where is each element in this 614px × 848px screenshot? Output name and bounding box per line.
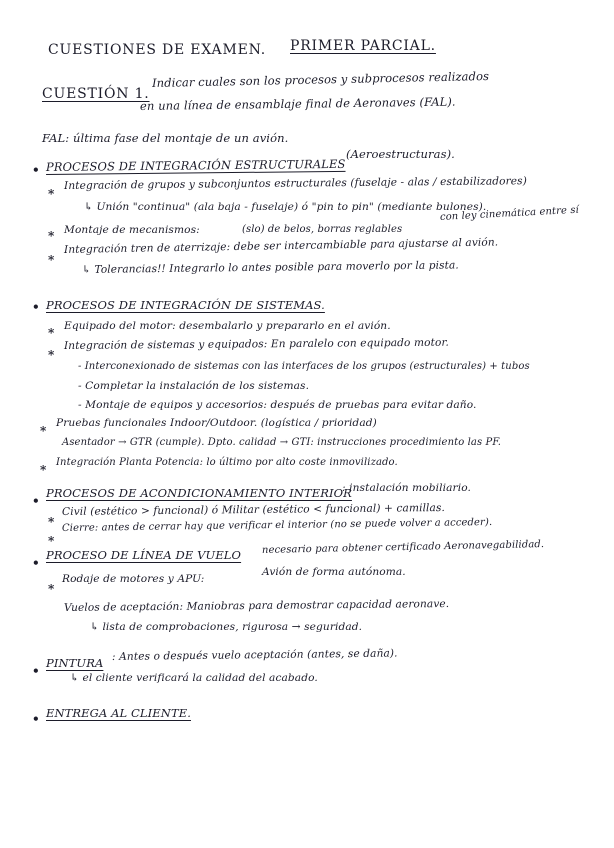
flight-line-1: Rodaje de motores y APU:	[62, 573, 205, 585]
question-label: CUESTIÓN 1.	[42, 86, 150, 102]
flight-note-top: necesario para obtener certificado Aeronavegabilidad.	[261, 539, 545, 556]
interior-heading-note: : instalación mobiliario.	[342, 482, 471, 494]
bullet-dot: •	[32, 494, 40, 508]
systems-heading: PROCESOS DE INTEGRACIÓN DE SISTEMAS.	[46, 298, 325, 312]
paint-line-1: : Antes o después vuelo aceptación (antes, se daña).	[111, 647, 398, 663]
systems-line-2: Integración de sistemas y equipados: En paralelo con equipado motor.	[63, 336, 449, 352]
bullet-star: *	[48, 229, 55, 243]
page-title-right: PRIMER PARCIAL.	[290, 38, 436, 54]
fal-definition: FAL: última fase del montaje de un avión.	[42, 131, 289, 145]
systems-line-3: - Interconexionado de sistemas con las interfaces de los grupos (estructurales) + tubos	[78, 361, 530, 372]
delivery-heading: ENTREGA AL CLIENTE.	[46, 706, 191, 720]
structural-heading-note: (Aeroestructuras).	[346, 147, 455, 161]
bullet-star: *	[48, 253, 55, 267]
structural-line-2: ↳ Unión "continua" (ala baja - fuselaje) ó "pin to pin" (mediante bulones).	[84, 201, 487, 213]
flight-line-2: Vuelos de aceptación: Maniobras para demostrar capacidad aeronave.	[63, 597, 450, 614]
question-text-line1: Indicar cuales son los procesos y subprocesos realizados	[151, 68, 490, 90]
structural-heading: PROCESOS DE INTEGRACIÓN ESTRUCTURALES	[45, 156, 346, 174]
bullet-star: *	[48, 187, 55, 201]
structural-line-3a: Montaje de mecanismos:	[64, 224, 200, 236]
paint-heading: PINTURA	[46, 656, 104, 670]
interior-line-1: Civil (estético > funcional) ó Militar (estético < funcional) + camillas.	[61, 501, 446, 518]
bullet-dot: •	[32, 163, 40, 177]
systems-line-8: Integración Planta Potencia: lo último por alto coste inmovilizado.	[56, 457, 398, 468]
systems-line-5: - Montaje de equipos y accesorios: después de pruebas para evitar daño.	[78, 399, 477, 411]
flight-line-1-note: Avión de forma autónoma.	[262, 566, 406, 578]
paint-line-2: ↳ el cliente verificará la calidad del acabado.	[70, 672, 318, 684]
flight-heading: PROCESO DE LÍNEA DE VUELO	[46, 548, 242, 562]
bullet-dot: •	[32, 664, 40, 678]
flight-line-3: ↳ lista de comprobaciones, rigurosa → seguridad.	[90, 621, 363, 633]
systems-line-7: Asentador → GTR (cumple). Dpto. calidad → GTI: instrucciones procedimiento las PF.	[62, 437, 502, 448]
page-title-left: CUESTIONES DE EXAMEN.	[48, 42, 267, 58]
bullet-dot: •	[32, 556, 40, 570]
interior-heading: PROCESOS DE ACONDICIONAMIENTO INTERIOR	[46, 486, 352, 500]
systems-line-4: - Completar la instalación de los sistemas.	[78, 380, 310, 392]
bullet-star: *	[40, 463, 47, 477]
bullet-star: *	[48, 348, 55, 362]
bullet-star: *	[48, 515, 55, 529]
bullet-star: *	[48, 534, 55, 548]
bullet-star: *	[48, 582, 55, 596]
systems-line-6: Pruebas funcionales Indoor/Outdoor. (logística / prioridad)	[56, 417, 377, 429]
interior-line-2: Cierre: antes de cerrar hay que verificar el interior (no se puede volver a acceder).	[61, 516, 493, 534]
question-text-line2: en una línea de ensamblaje final de Aeronaves (FAL).	[139, 94, 456, 113]
structural-line-3b: (slo) de belos, borras reglables	[242, 224, 403, 235]
systems-line-1: Equipado del motor: desembalarlo y prepararlo en el avión.	[64, 320, 391, 332]
structural-line-4: Integración tren de aterrizaje: debe ser intercambiable para ajustarse al avión.	[63, 236, 499, 256]
bullet-dot: •	[32, 300, 40, 314]
structural-line-5: ↳ Tolerancias!! Integrarlo lo antes posible para moverlo por la pista.	[81, 259, 459, 276]
bullet-dot: •	[32, 712, 40, 726]
bullet-star: *	[40, 424, 47, 438]
structural-line-3c: con ley cinemática entre sí	[439, 204, 580, 223]
bullet-star: *	[48, 326, 55, 340]
structural-line-1: Integración de grupos y subconjuntos estructurales (fuselaje - alas / estabilizadores)	[63, 175, 527, 192]
